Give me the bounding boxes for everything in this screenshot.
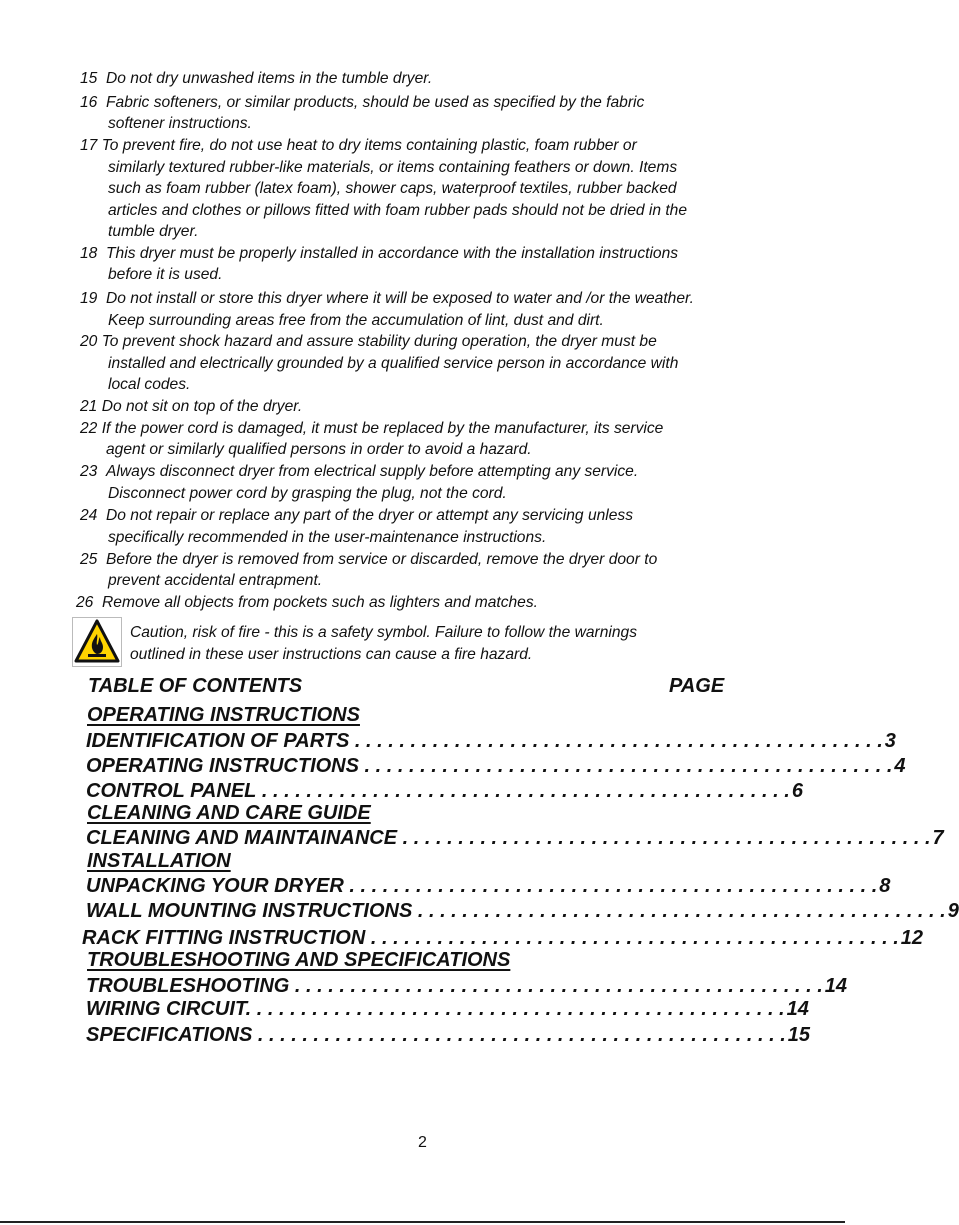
toc-entry-label: TROUBLESHOOTING <box>86 975 290 997</box>
item-text: Do not repair or replace any part of the dryer or attempt any servicing unless <box>106 507 634 524</box>
item-number: 25 <box>80 551 98 568</box>
safety-item-24 <box>80 505 633 527</box>
safety-item-20 <box>80 331 657 353</box>
toc-dot-leader: . . . . . . . . . . . . . . . . . . . . . . . . . . . . . . . . . . . . . . . . . . . . . . . . <box>343 875 878 897</box>
caution-line: outlined in these user instructions can cause a fire hazard. <box>130 646 533 663</box>
toc-entry-label: RACK FITTING INSTRUCTION <box>82 927 366 949</box>
toc-entry <box>86 875 891 898</box>
item-number: 18 <box>80 245 98 262</box>
toc-dot-leader: . . . . . . . . . . . . . . . . . . . . . . . . . . . . . . . . . . . . . . . . . . . . . . . . <box>251 998 785 1020</box>
toc-entry-page: 12 <box>900 927 923 949</box>
toc-entry-label: CONTROL PANEL <box>86 780 257 802</box>
toc-entry-label: WALL MOUNTING INSTRUCTIONS <box>86 900 413 922</box>
toc-entry-page: 6 <box>791 780 803 802</box>
toc-entry-page: 15 <box>787 1024 810 1046</box>
toc-dot-leader: . . . . . . . . . . . . . . . . . . . . . . . . . . . . . . . . . . . . . . . . . . . . . . . . <box>256 780 790 802</box>
safety-item-17-line: such as foam rubber (latex foam), shower caps, waterproof textiles, rubber backed <box>108 180 677 197</box>
toc-entry-page: 8 <box>879 875 891 897</box>
toc-entry-page: 14 <box>824 975 848 997</box>
toc-entry-page: 14 <box>786 998 809 1020</box>
toc-dot-leader: . . . . . . . . . . . . . . . . . . . . . . . . . . . . . . . . . . . . . . . . . . . . . . . . <box>397 827 931 849</box>
toc-entry-page: 7 <box>932 827 944 849</box>
toc-title: TABLE OF CONTENTS <box>88 675 303 697</box>
item-number: 20 <box>80 333 98 350</box>
toc-entry <box>86 975 848 998</box>
toc-entry-label: UNPACKING YOUR DRYER <box>86 875 344 897</box>
toc-entry <box>86 780 803 803</box>
safety-item-22 <box>80 418 663 440</box>
item-text: Remove all objects from pockets such as lighters and matches. <box>102 594 538 611</box>
toc-entry-label: WIRING CIRCUIT. <box>86 998 252 1020</box>
safety-item-26 <box>76 592 538 614</box>
item-number: 19 <box>80 290 98 307</box>
item-text: Before the dryer is removed from service or discarded, remove the dryer door to <box>106 551 658 568</box>
item-number: 22 <box>80 420 98 437</box>
toc-page-label: PAGE <box>669 675 725 697</box>
item-text: To prevent shock hazard and assure stability during operation, the dryer must be <box>101 333 657 350</box>
toc-entry <box>86 900 959 923</box>
toc-entry-label: IDENTIFICATION OF PARTS <box>86 730 350 752</box>
toc-entry-label: OPERATING INSTRUCTIONS <box>86 755 359 777</box>
toc-entry <box>86 827 944 850</box>
safety-item-25 <box>80 549 657 571</box>
safety-item-17-line: similarly textured rubber-like materials, or items containing feathers or down. Items <box>108 159 678 176</box>
toc-entry-label: SPECIFICATIONS <box>86 1024 253 1046</box>
safety-item-23 <box>80 461 638 483</box>
toc-dot-leader: . . . . . . . . . . . . . . . . . . . . . . . . . . . . . . . . . . . . . . . . . . . . . . . . <box>358 755 893 777</box>
toc-section-heading: CLEANING AND CARE GUIDE <box>87 802 371 824</box>
safety-item-22-line: agent or similarly qualified persons in order to avoid a hazard. <box>106 441 532 458</box>
item-number: 17 <box>80 137 98 154</box>
toc-entry <box>86 998 809 1021</box>
toc-entry-page: 4 <box>894 755 906 777</box>
toc-section-heading: OPERATING INSTRUCTIONS <box>87 704 360 726</box>
safety-item-17-line: articles and clothes or pillows fitted with foam rubber pads should not be dried in the <box>108 202 688 219</box>
item-number: 21 <box>80 398 98 415</box>
toc-entry <box>82 927 923 950</box>
item-text: Do not install or store this dryer where it will be exposed to water and /or the weather. <box>106 290 694 307</box>
toc-entry <box>86 730 896 753</box>
toc-dot-leader: . . . . . . . . . . . . . . . . . . . . . . . . . . . . . . . . . . . . . . . . . . . . . . . . <box>365 927 899 949</box>
toc-entry-label: CLEANING AND MAINTAINANCE <box>86 827 398 849</box>
item-number: 24 <box>80 507 98 524</box>
item-number: 26 <box>76 594 94 611</box>
item-number: 16 <box>80 94 98 111</box>
item-text: Do not dry unwashed items in the tumble dryer. <box>106 70 433 87</box>
toc-dot-leader: . . . . . . . . . . . . . . . . . . . . . . . . . . . . . . . . . . . . . . . . . . . . . . . . <box>252 1024 786 1046</box>
safety-item-19 <box>80 288 694 310</box>
item-text: To prevent fire, do not use heat to dry items containing plastic, foam rubber or <box>101 137 637 154</box>
item-number: 23 <box>80 463 98 480</box>
safety-item-16 <box>80 92 644 114</box>
safety-item-21 <box>80 396 302 418</box>
safety-item-18-line: before it is used. <box>108 266 223 283</box>
item-number: 15 <box>80 70 98 87</box>
item-text: Always disconnect dryer from electrical supply before attempting any service. <box>106 463 639 480</box>
item-text: Do not sit on top of the dryer. <box>101 398 303 415</box>
bottom-divider <box>0 1221 845 1223</box>
toc-entry <box>86 755 906 778</box>
item-text: This dryer must be properly installed in accordance with the installation instructions <box>106 245 679 262</box>
toc-entry-page: 9 <box>947 900 959 922</box>
safety-item-25-line: prevent accidental entrapment. <box>108 572 323 589</box>
toc-dot-leader: . . . . . . . . . . . . . . . . . . . . . . . . . . . . . . . . . . . . . . . . . . . . . . . . <box>349 730 883 752</box>
safety-item-18 <box>80 243 678 265</box>
toc-section-heading: INSTALLATION <box>87 850 231 872</box>
toc-dot-leader: . . . . . . . . . . . . . . . . . . . . . . . . . . . . . . . . . . . . . . . . . . . . . . . . <box>289 975 823 997</box>
page-number: 2 <box>418 1134 427 1151</box>
toc-entry-page: 3 <box>884 730 896 752</box>
safety-item-24-line: specifically recommended in the user-maintenance instructions. <box>108 529 547 546</box>
item-text: Fabric softeners, or similar products, should be used as specified by the fabric <box>106 94 645 111</box>
safety-item-23-line: Disconnect power cord by grasping the plug, not the cord. <box>108 485 507 502</box>
fire-hazard-warning-icon <box>72 617 122 667</box>
safety-item-16-line: softener instructions. <box>108 115 252 132</box>
safety-item-19-line: Keep surrounding areas free from the accumulation of lint, dust and dirt. <box>108 312 604 329</box>
safety-item-17 <box>80 135 637 157</box>
item-text: If the power cord is damaged, it must be replaced by the manufacturer, its service <box>101 420 664 437</box>
toc-section-heading: TROUBLESHOOTING AND SPECIFICATIONS <box>87 949 511 971</box>
safety-item-20-line: local codes. <box>108 376 191 393</box>
caution-line: Caution, risk of fire - this is a safety symbol. Failure to follow the warnings <box>130 624 637 641</box>
safety-item-20-line: installed and electrically grounded by a qualified service person in accordance with <box>108 355 679 372</box>
safety-item-17-line: tumble dryer. <box>108 223 199 240</box>
toc-entry <box>86 1024 810 1047</box>
safety-item-15 <box>80 68 432 90</box>
toc-dot-leader: . . . . . . . . . . . . . . . . . . . . . . . . . . . . . . . . . . . . . . . . . . . . . . . . <box>412 900 946 922</box>
